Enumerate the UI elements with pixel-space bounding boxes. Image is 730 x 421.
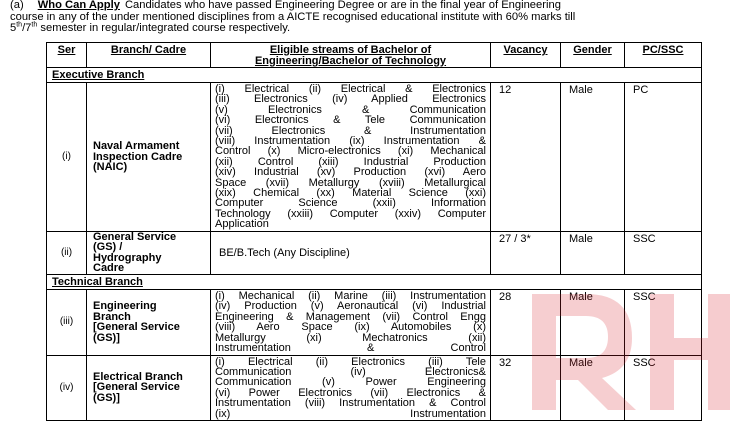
cell-line: Space (xvii) Metallurgy (xviii) Metallurgical <box>215 176 486 189</box>
cell-line: Engineering & Management (vii) Control Engg <box>215 310 486 323</box>
row-cadre <box>87 290 211 355</box>
cell-line: (viii) Instrumentation (ix) Instrumentation & <box>215 135 486 148</box>
cell-line: [General Service <box>93 321 180 334</box>
header-ser: Ser <box>47 43 87 68</box>
cell-line: (vi) Power Electronics (vii) Electronics & <box>215 386 486 399</box>
semester-a: 5 <box>10 22 17 34</box>
cell-line: (iii) Electronics (iv) Applied Electronics <box>215 93 486 106</box>
cell-line: Computer Science (xxii) Information <box>215 197 486 210</box>
cell-line: (xiv) Industrial (xv) Production (xvi) Aero <box>215 166 486 179</box>
row-gender: Male <box>561 231 625 274</box>
row-streams <box>211 83 491 232</box>
row-pc-ssc: SSC <box>625 355 702 420</box>
cell-line: Application <box>215 218 269 231</box>
intro-line-3 <box>10 23 722 35</box>
intro-label: (a) <box>10 0 24 11</box>
cell-line: (GS)] <box>93 331 120 344</box>
intro-paragraph <box>10 0 722 35</box>
cell-line: (v) Electronics & Communication <box>215 103 486 116</box>
cell-line: (vi) Electronics & Tele Communication <box>215 114 486 127</box>
cell-line: (GS) / <box>93 241 123 254</box>
row-ser: (ii) <box>47 231 87 274</box>
semester-b-suffix: th <box>31 21 38 29</box>
header-streams <box>211 43 491 68</box>
eligibility-table <box>46 42 702 421</box>
row-ser: (i) <box>47 83 87 232</box>
header-row <box>47 43 702 68</box>
cell-line: Communication (v) Power Engineering <box>215 376 486 389</box>
cell-line: Cadre <box>93 262 125 275</box>
table-row <box>47 355 702 420</box>
row-gender: Male <box>561 83 625 232</box>
cell-line: Hydrography <box>93 251 162 264</box>
table-row <box>47 231 702 274</box>
cell-line: General Service <box>93 230 177 243</box>
cell-line: (ix) Instrumentation <box>215 407 486 420</box>
cell-line: Inspection Cadre <box>93 150 183 163</box>
intro-text-3: semester in regular/integrated course respectively. <box>37 22 291 34</box>
cell-line: (vii) Electronics & Instrumentation <box>215 124 486 137</box>
cell-line: Communication (iv) Electronics& <box>215 365 486 378</box>
row-ser: (iii) <box>47 290 87 355</box>
row-pc-ssc: SSC <box>625 290 702 355</box>
cell-line: Engineering <box>93 300 157 313</box>
cell-line: (viii) Aero Space (ix) Automobiles (x) <box>215 321 486 334</box>
row-vacancy: 12 <box>491 83 561 232</box>
intro-heading: Who Can Apply <box>37 0 120 11</box>
header-pc-ssc: PC/SSC <box>625 43 702 68</box>
cell-line: Instrumentation (viii) Instrumentation & Control <box>215 397 486 410</box>
section-row-technical <box>47 275 702 290</box>
cell-line: Electrical Branch <box>93 370 183 383</box>
row-streams <box>211 355 491 420</box>
cell-line: (GS)] <box>93 392 120 405</box>
intro-text-1: Candidates who have passed Engineering Degree or are in the final year of Engineering <box>124 0 561 11</box>
row-cadre <box>87 83 211 232</box>
semester-a-suffix: th <box>16 21 23 29</box>
row-vacancy: 32 <box>491 355 561 420</box>
semester-b: /7 <box>22 22 32 34</box>
cell-line: Naval Armament <box>93 139 180 152</box>
row-streams <box>211 231 491 274</box>
row-vacancy: 28 <box>491 290 561 355</box>
header-streams-line-1: Eligible streams of Bachelor of <box>269 44 432 56</box>
row-pc-ssc: PC <box>625 83 702 232</box>
row-vacancy: 27 / 3* <box>491 231 561 274</box>
section-executive-branch: Executive Branch <box>47 68 702 83</box>
header-streams-line-2: Engineering/Bachelor of Technology <box>254 54 447 67</box>
cell-line: BE/B.Tech (Any Discipline) <box>219 246 350 259</box>
row-gender: Male <box>561 290 625 355</box>
header-branch: Branch/ Cadre <box>87 43 211 68</box>
row-cadre <box>87 355 211 420</box>
cell-line: (NAIC) <box>93 161 128 174</box>
cell-line: (i) Mechanical (ii) Marine (iii) Instrumentation <box>215 290 486 303</box>
cell-line: Branch <box>93 310 131 323</box>
cell-line: Technology (xxiii) Computer (xxiv) Computer <box>215 207 486 220</box>
row-cadre <box>87 231 211 274</box>
cell-line: [General Service <box>93 381 180 394</box>
row-streams <box>211 290 491 355</box>
cell-line: (iv) Production (v) Aeronautical (vi) Industrial <box>215 300 486 313</box>
section-row-executive <box>47 68 702 83</box>
row-pc-ssc: SSC <box>625 231 702 274</box>
cell-line: (xii) Control (xiii) Industrial Production <box>215 155 486 168</box>
header-vacancy: Vacancy <box>491 43 561 68</box>
table-row <box>47 290 702 355</box>
row-gender: Male <box>561 355 625 420</box>
cell-line: (i) Electrical (ii) Electronics (iii) Tele <box>215 355 486 368</box>
row-ser: (iv) <box>47 355 87 420</box>
intro-line-2: course in any of the under mentioned disciplines from a AICTE recognised educational institute with 60% marks till <box>10 10 576 23</box>
intro-line-1 <box>10 0 722 12</box>
cell-line: Metallurgy (xi) Mechatronics (xii) <box>215 331 486 344</box>
cell-line: (xix) Chemical (xx) Material Science (xxi) <box>215 187 486 200</box>
cell-line: Instrumentation & Control <box>215 342 486 355</box>
cell-line: Control (x) Micro-electronics (xi) Mechanical <box>215 145 486 158</box>
section-technical-branch: Technical Branch <box>47 275 702 290</box>
table-row <box>47 83 702 232</box>
header-gender: Gender <box>561 43 625 68</box>
cell-line: (i) Electrical (ii) Electrical & Electronics <box>215 83 486 95</box>
